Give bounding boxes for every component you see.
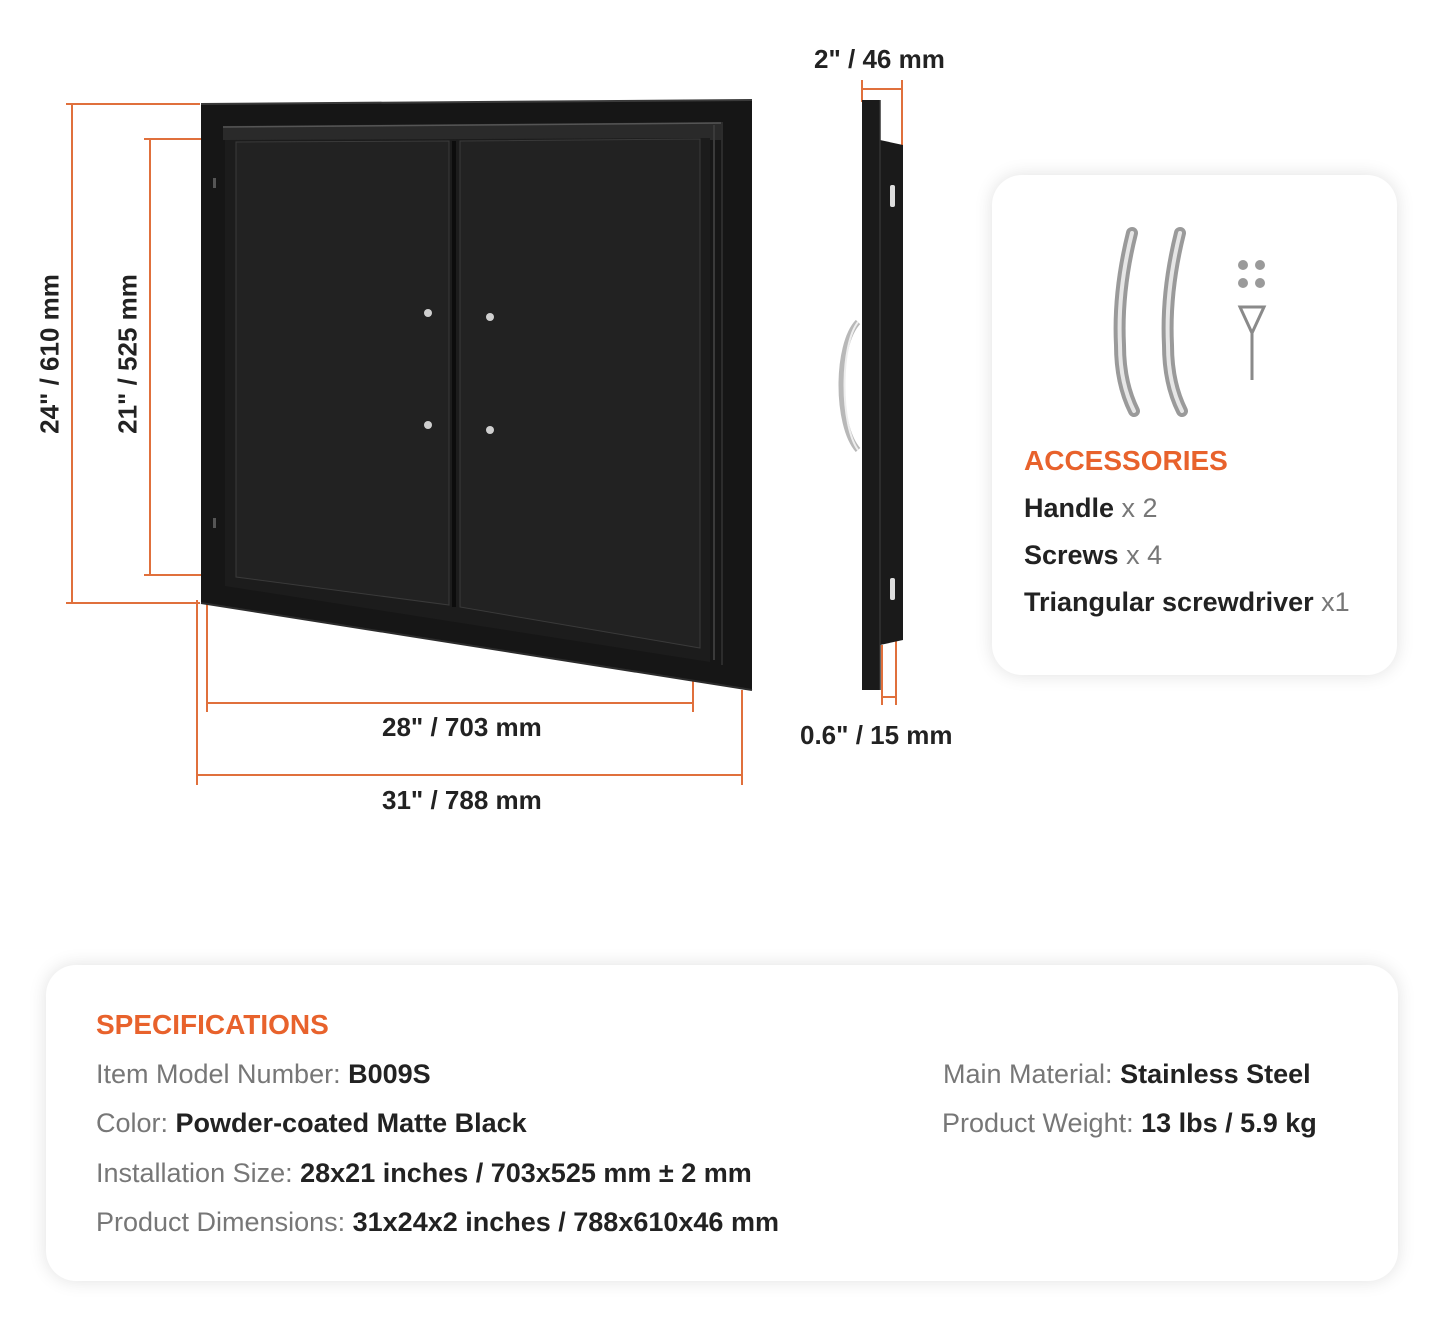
thickness-label: 0.6" / 15 mm [800, 720, 953, 750]
door-side-view [842, 100, 904, 690]
left-door-panel [236, 141, 449, 605]
handle-icon [1168, 233, 1182, 411]
depth-label: 2" / 46 mm [814, 44, 945, 74]
spec-row-weight: Product Weight: 13 lbs / 5.9 kg [942, 1108, 1317, 1138]
spec-row-color: Color: Powder-coated Matte Black [96, 1108, 527, 1138]
spec-row-material: Main Material: Stainless Steel [943, 1059, 1311, 1089]
screws-icon [1238, 260, 1265, 288]
accessory-item: Handle x 2 [1024, 493, 1158, 523]
accessories-card [992, 175, 1397, 675]
outer-width-label: 31" / 788 mm [382, 785, 542, 815]
spec-row-product-dimensions: Product Dimensions: 31x24x2 inches / 788x610x46 mm [96, 1207, 779, 1237]
specifications-title: SPECIFICATIONS [96, 1009, 329, 1040]
inner-height-label: 21" / 525 mm [112, 274, 143, 434]
specifications-card [46, 965, 1398, 1281]
spec-row-installation-size: Installation Size: 28x21 inches / 703x525 mm ± 2 mm [96, 1158, 752, 1188]
outer-height-label: 24" / 610 mm [34, 274, 65, 434]
inner-width-label: 28" / 703 mm [382, 712, 542, 742]
spec-row-model: Item Model Number: B009S [96, 1059, 431, 1089]
triangular-screwdriver-icon [1240, 307, 1264, 380]
accessory-item: Triangular screwdriver x1 [1024, 587, 1350, 617]
accessories-title: ACCESSORIES [1024, 445, 1228, 476]
handle-icon [1120, 233, 1134, 411]
accessories-illustration [992, 175, 1397, 435]
accessory-item: Screws x 4 [1024, 540, 1163, 570]
right-door-panel [460, 139, 700, 648]
